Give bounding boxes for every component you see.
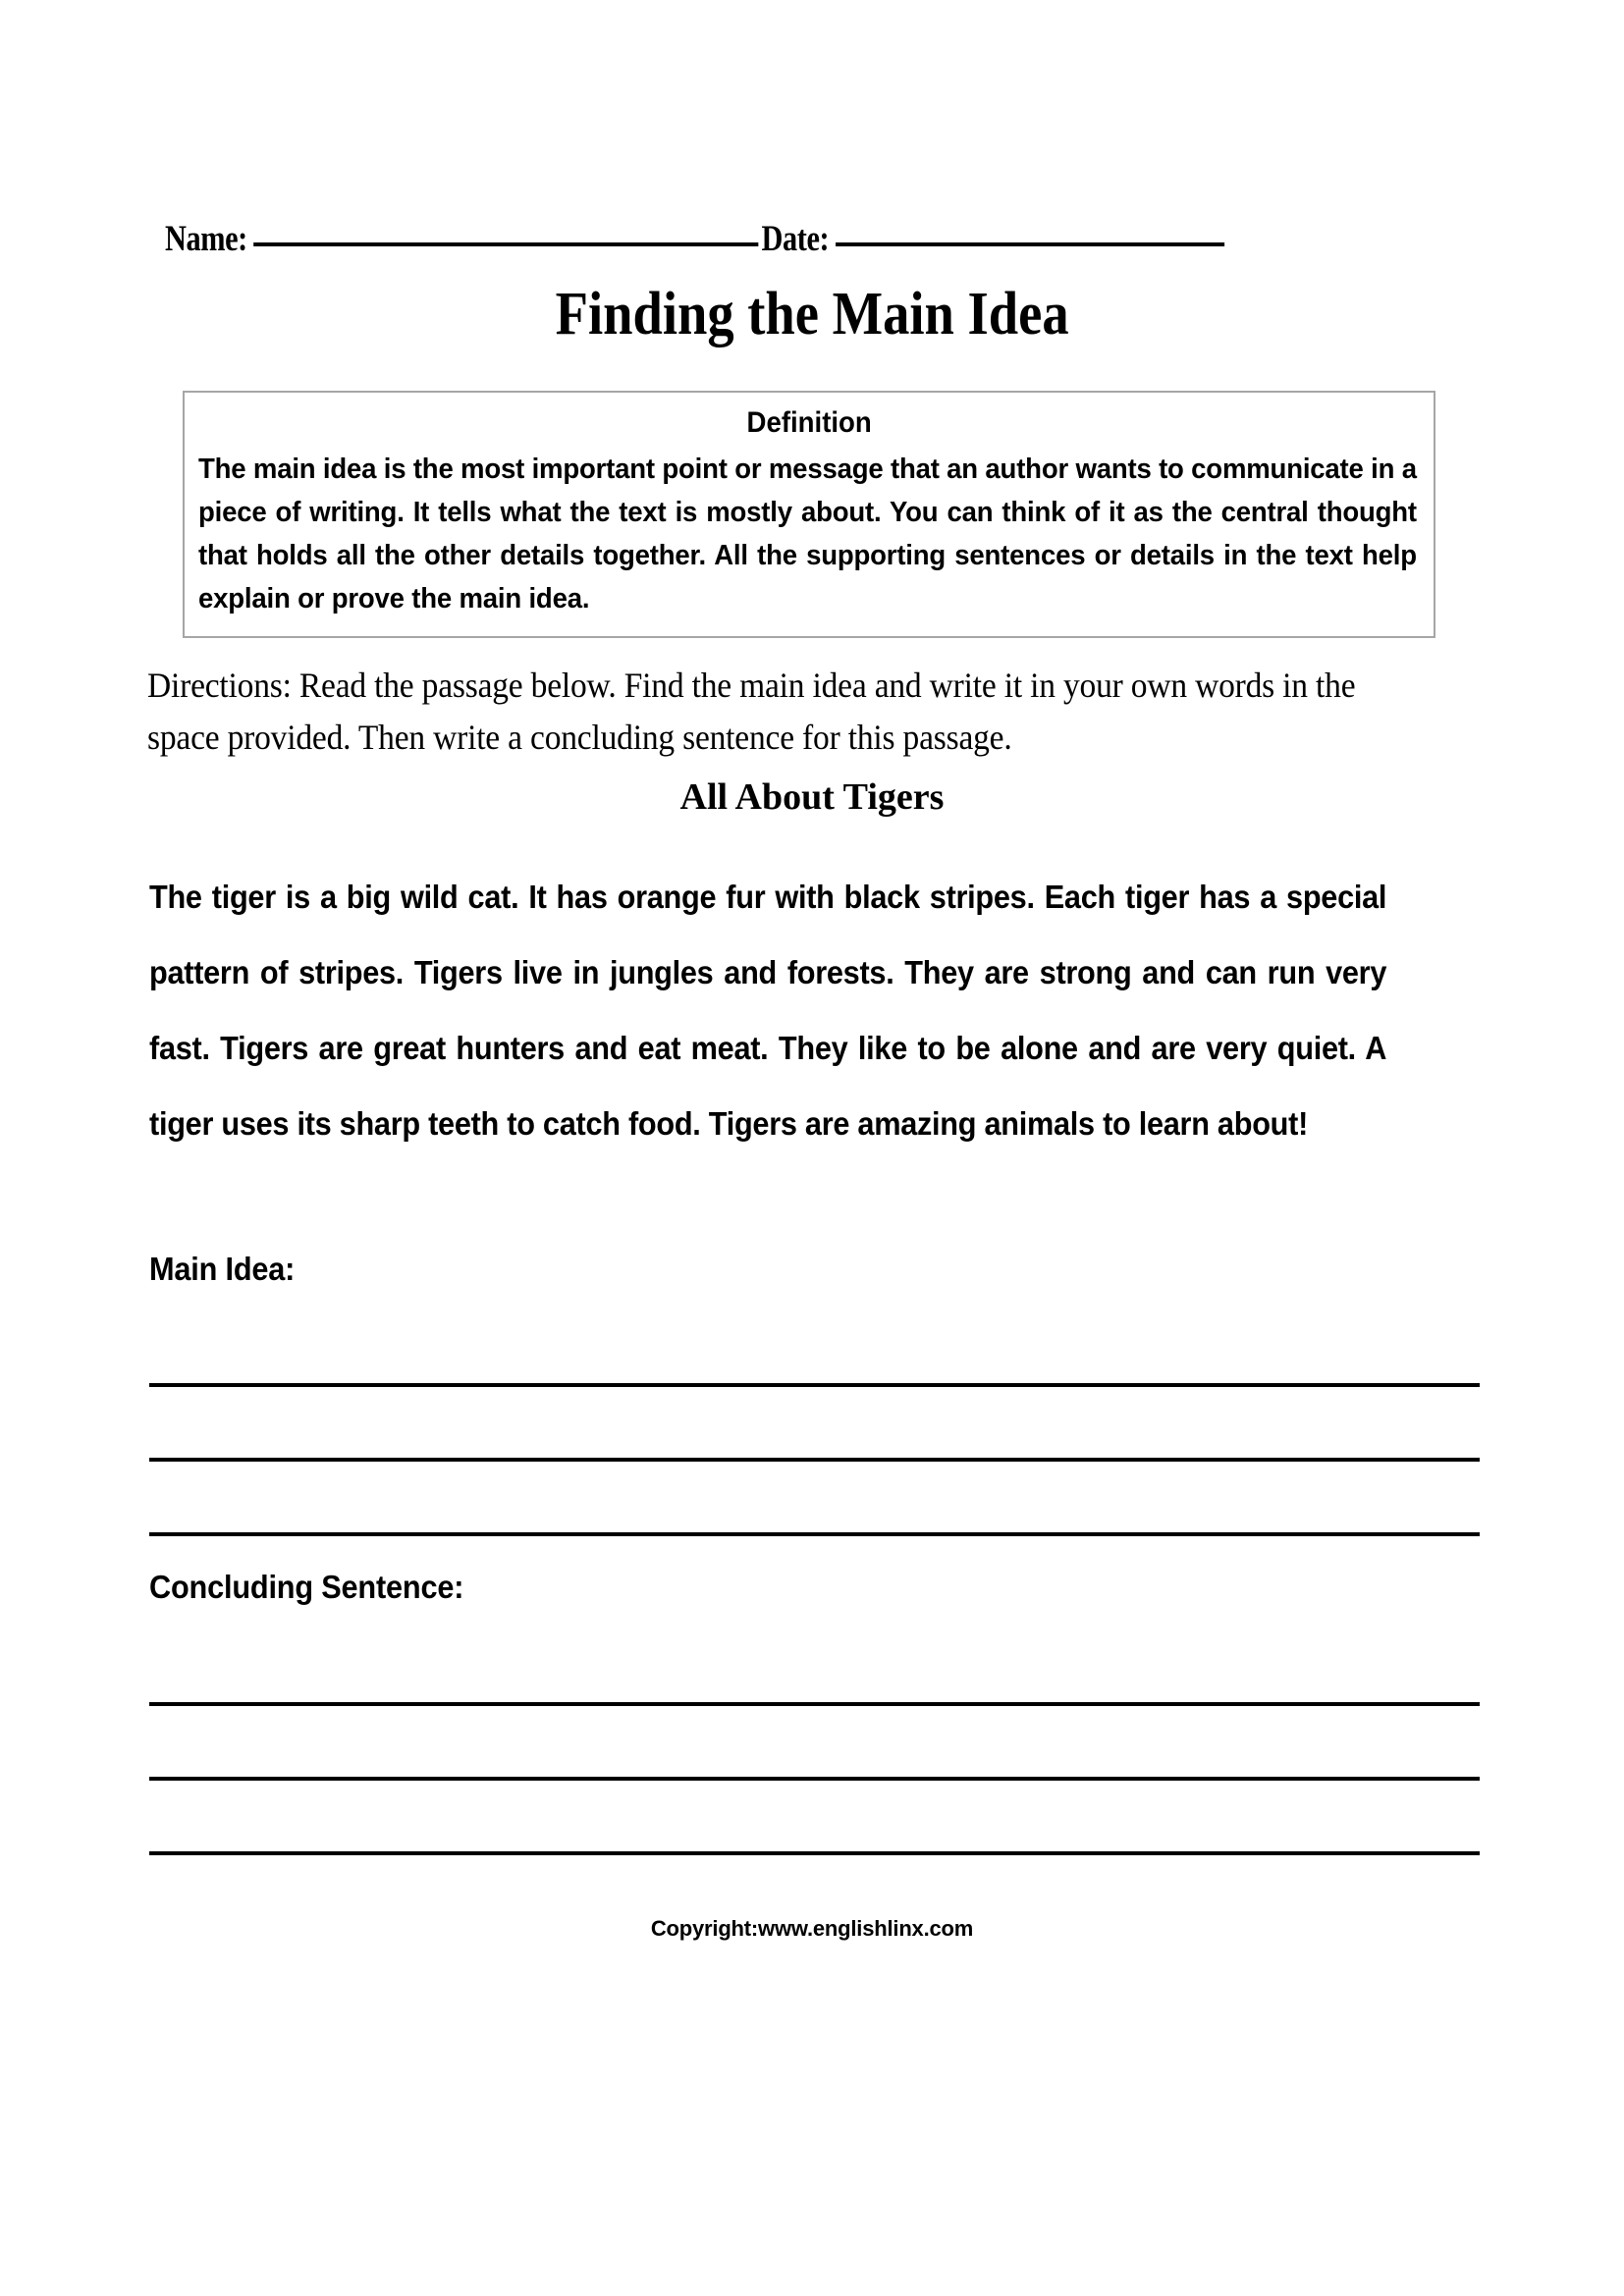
main-idea-label-text: Main Idea: [149, 1251, 296, 1287]
answer-rule[interactable] [149, 1702, 1480, 1706]
answer-rule[interactable] [149, 1777, 1480, 1781]
concluding-sentence-label-text: Concluding Sentence: [149, 1569, 464, 1605]
answer-rule[interactable] [149, 1383, 1480, 1387]
concluding-answer-lines [149, 1649, 1480, 1873]
answer-line[interactable] [149, 1330, 1480, 1405]
main-idea-label [149, 1251, 305, 1288]
answer-rule[interactable] [149, 1458, 1480, 1462]
directions-text: Directions: Read the passage below. Find the main idea and write it in your own words in the space provided. Then write a concluding sentence for this passage. [147, 666, 1356, 757]
date-input-rule[interactable] [836, 241, 1224, 246]
passage-title: All About Tigers [679, 776, 945, 818]
answer-rule[interactable] [149, 1851, 1480, 1855]
answer-line[interactable] [149, 1724, 1480, 1798]
name-label: Name: [165, 219, 247, 259]
concluding-sentence-label [149, 1569, 487, 1606]
definition-body: The main idea is the most important point or message that an author wants to communicate in a piece of writing. It tells what the text is mostly about. You can think of it as the central thought that holds all the other details together. All the supporting sentences or details in the text help explain or prove the main idea. [198, 454, 1417, 614]
name-input-rule[interactable] [253, 241, 758, 246]
date-label: Date: [761, 219, 830, 259]
answer-line[interactable] [149, 1405, 1480, 1479]
page-title [0, 280, 1624, 349]
answer-line[interactable] [149, 1649, 1480, 1724]
answer-rule[interactable] [149, 1532, 1480, 1536]
definition-heading [198, 406, 1420, 440]
passage-body: The tiger is a big wild cat. It has orange fur with black stripes. Each tiger has a special pattern of stripes. Tigers live in jungles and forests. They are strong and can run very fast. Tigers are great hunters and eat meat. They like to be alone and are very quiet. A tiger uses its sharp teeth to catch food. Tigers are amazing animals to learn about! [149, 879, 1387, 1142]
definition-heading-text: Definition [746, 406, 872, 439]
footer-copyright: Copyright:www.englishlinx.com [650, 1916, 974, 1941]
page-title-text: Finding the Main Idea [555, 281, 1069, 347]
main-idea-answer-lines [149, 1330, 1480, 1554]
definition-box [183, 391, 1435, 638]
answer-line[interactable] [149, 1479, 1480, 1554]
name-date-row [165, 218, 1227, 260]
answer-line[interactable] [149, 1798, 1480, 1873]
